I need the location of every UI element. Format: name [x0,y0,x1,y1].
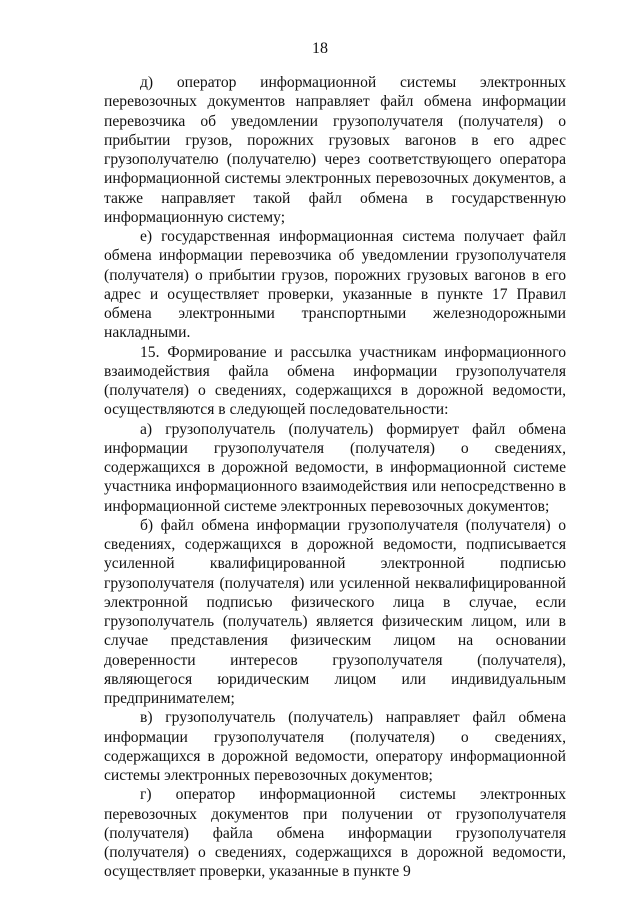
paragraph-g-operator-performs-checks: г) оператор информационной системы электронных перевозочных документов при получении от грузополучателя (получателя) файла обмена информации грузополучателя (получателя) о сведениях, содержащихся в дорожной ведомости, осуществляет проверки, указанные в пункте 9 [104,786,566,881]
page-number: 18 [312,40,328,57]
paragraph-d-operator-sends-arrival-notice: д) оператор информационной системы электронных перевозочных документов направляет файл обмена информации перевозчика об уведомлении грузополучателя (получателя) о прибытии грузов, порожних грузовых вагонов в его адрес грузополучателю (получателю) через соответствующего оператора информационной системы электронных перевозочных документов, а также направляет такой файл обмена в государственную информационную систему; [104,74,566,226]
paragraph-a-consignee-forms-file: а) грузополучатель (получатель) формирует файл обмена информации грузополучателя (получателя) о сведениях, содержащихся в дорожной ведомости, в информационной системе участника информационного взаимодействия или непосредственно в информационной системе электронных перевозочных документов; [104,420,566,515]
paragraph-v-consignee-sends-file: в) грузополучатель (получатель) направляет файл обмена информации грузополучателя (получателя) о сведениях, содержащихся в дорожной ведомости, оператору информационной системы электронных перевозочных документов; [104,709,566,784]
paragraph-b-file-is-signed: б) файл обмена информации грузополучателя (получателя) о сведениях, содержащихся в дорожной ведомости, подписывается усиленной квалифицированной электронной подписью грузополучателя (получателя) или усиленной неквалифицированной электронной подписью физического лица в случае, если грузополучатель (получатель) является физическим лицом, или в случае представления физическим лицом на основании доверенности интересов грузополучателя (получателя), являющегося юридическим лицом или индивидуальным предпринимателем; [104,516,566,707]
paragraph-e-state-system-receives: е) государственная информационная система получает файл обмена информации перевозчика об уведомлении грузополучателя (получателя) о прибытии грузов, порожних грузовых вагонов в его адрес и осуществляет проверки, указанные в пункте 17 Правил обмена электронными транспортными железнодорожными накладными. [104,228,566,342]
paragraph-15-forming-and-distribution: 15. Формирование и рассылка участникам информационного взаимодействия файла обмена информации грузополучателя (получателя) о сведениях, содержащихся в дорожной ведомости, осуществляются в следующей последовательности: [104,343,566,419]
document-body [104,73,566,882]
